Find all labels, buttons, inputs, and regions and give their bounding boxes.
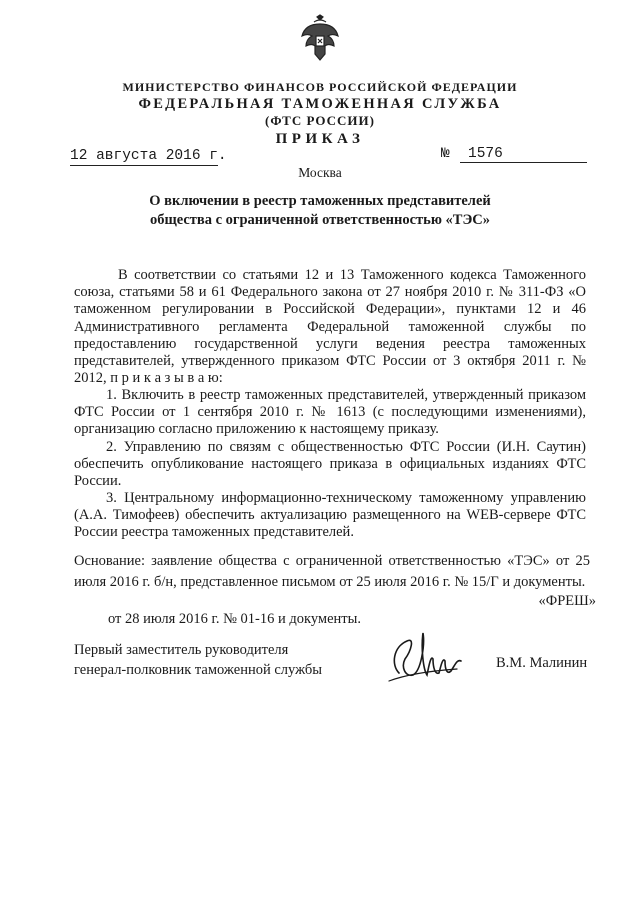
order-title: [0, 192, 640, 230]
service-heading: ФЕДЕРАЛЬНАЯ ТАМОЖЕННАЯ СЛУЖБА: [138, 96, 502, 112]
preamble-text: В соответствии со статьями 12 и 13 Таможенного кодекса Таможенного союза, статьями 58 и 61 Федерального закона от 27 ноября 2010 г. № 311-ФЗ «О таможенном регулировании в Российской Федерации», пунктами 12 и 46 Административного регламента Федеральной таможенной службы по предоставлению государственной услуги ведения реестра таможенных представителей, утвержденного приказом ФТС России от 3 октября 2011 г. № 2012, п р и к а з ы в а ю:: [74, 267, 586, 387]
item-2-paragraph: [74, 439, 586, 491]
state-emblem-icon: [300, 14, 340, 62]
basis-paragraph: Основание: заявление общества с ограниченной ответственностью «ТЭС» от 25 июля 2016 г. б/н, представленное письмом от 25 июля 2016 г. № 15/Г и документы.: [74, 553, 590, 590]
service-short-heading: (ФТС РОССИИ): [265, 113, 375, 128]
handwritten-signature: [385, 625, 465, 693]
city: Москва: [298, 165, 342, 180]
basis-continuation: от 28 июля 2016 г. № 01-16 и документы.: [108, 611, 361, 627]
signer-position-line2: генерал-полковник таможенной службы: [74, 662, 323, 678]
item-1-paragraph: [74, 387, 586, 439]
order-number-label: №: [441, 146, 450, 162]
order-title-line1: О включении в реестр таможенных представителей: [149, 193, 491, 209]
order-date: 12 августа 2016 г.: [70, 148, 227, 164]
item-1-text: 1. Включить в реестр таможенных представителей, утвержденный приказом ФТС России от 1 сентября 2010 г. № 1613 (с последующими изменениями), организацию согласно приложению к настоящему приказу.: [74, 387, 586, 438]
document-type: ПРИКАЗ: [275, 131, 365, 147]
item-2-text: 2. Управлению по связям с общественностью ФТС России (И.Н. Саутин) обеспечить опубликование настоящего приказа в официальных изданиях ФТС России.: [74, 439, 586, 490]
item-3-text: 3. Центральному информационно-техническому таможенному управлению (А.А. Тимофеев) обеспечить актуализацию размещенного на WEB-сервере ФТС России реестра таможенных представителей.: [74, 490, 586, 541]
order-number: 1576: [468, 146, 503, 162]
signer-position: [74, 640, 322, 680]
number-underline: [460, 162, 587, 163]
basis-stamp-text: «ФРЕШ»: [538, 593, 596, 609]
order-title-line2: общества с ограниченной ответственностью «ТЭС»: [149, 212, 491, 228]
preamble-paragraph: [74, 267, 586, 387]
item-3-paragraph: [74, 490, 586, 542]
ministry-heading: МИНИСТЕРСТВО ФИНАНСОВ РОССИЙСКОЙ ФЕДЕРАЦИИ: [122, 80, 518, 94]
signer-name: В.М. Малинин: [496, 655, 588, 671]
signer-position-line1: Первый заместитель руководителя: [74, 642, 289, 658]
